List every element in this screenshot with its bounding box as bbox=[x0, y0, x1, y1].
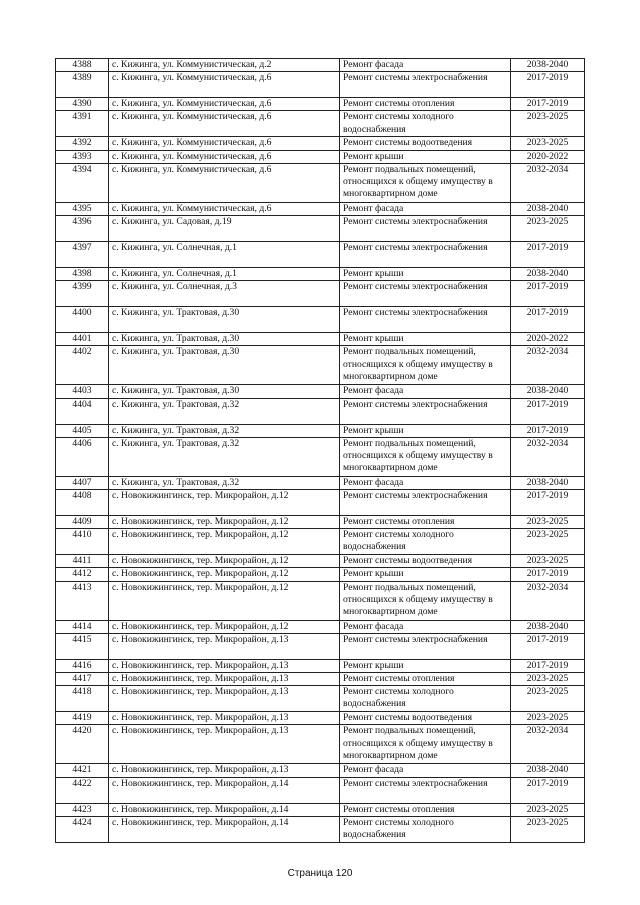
table-row bbox=[56, 437, 585, 476]
row-work-type: Ремонт системы электроснабжения bbox=[340, 398, 511, 424]
row-period: 2017-2019 bbox=[511, 777, 585, 803]
row-number: 4420 bbox=[56, 725, 109, 764]
row-work-type: Ремонт крыши bbox=[340, 568, 511, 581]
row-number: 4396 bbox=[56, 216, 109, 242]
row-address: с. Новокижингинск, тер. Микрорайон, д.14 bbox=[109, 777, 340, 803]
row-period: 2023-2025 bbox=[511, 516, 585, 529]
row-period: 2017-2019 bbox=[511, 424, 585, 437]
row-work-type: Ремонт системы водоотведения bbox=[340, 555, 511, 568]
row-number: 4390 bbox=[56, 98, 109, 111]
row-address: с. Новокижингинск, тер. Микрорайон, д.12 bbox=[109, 581, 340, 620]
row-period: 2023-2025 bbox=[511, 529, 585, 555]
row-address: с. Кижинга, ул. Коммунистическая, д.6 bbox=[109, 111, 340, 137]
row-address: с. Кижинга, ул. Трактовая, д.32 bbox=[109, 398, 340, 424]
row-period: 2023-2025 bbox=[511, 816, 585, 842]
table-row bbox=[56, 803, 585, 816]
table-row bbox=[56, 529, 585, 555]
table-row bbox=[56, 555, 585, 568]
row-work-type: Ремонт фасада bbox=[340, 476, 511, 489]
row-work-type: Ремонт системы электроснабжения bbox=[340, 490, 511, 516]
row-number: 4413 bbox=[56, 581, 109, 620]
row-work-type: Ремонт системы водоотведения bbox=[340, 137, 511, 150]
table-row bbox=[56, 712, 585, 725]
table-row bbox=[56, 268, 585, 281]
row-work-type: Ремонт подвальных помещений, относящихся к общему имуществу в многоквартирном доме bbox=[340, 581, 511, 620]
row-address: с. Новокижингинск, тер. Микрорайон, д.14 bbox=[109, 803, 340, 816]
row-work-type: Ремонт фасада bbox=[340, 202, 511, 215]
row-address: с. Кижинга, ул. Солнечная, д.3 bbox=[109, 281, 340, 307]
row-work-type: Ремонт фасада bbox=[340, 764, 511, 777]
row-address: с. Новокижингинск, тер. Микрорайон, д.12 bbox=[109, 516, 340, 529]
capital-repair-table bbox=[55, 58, 585, 843]
row-number: 4411 bbox=[56, 555, 109, 568]
table-row bbox=[56, 764, 585, 777]
row-work-type: Ремонт фасада bbox=[340, 59, 511, 72]
row-number: 4400 bbox=[56, 307, 109, 333]
row-address: с. Кижинга, ул. Коммунистическая, д.6 bbox=[109, 163, 340, 202]
row-address: с. Новокижингинск, тер. Микрорайон, д.12 bbox=[109, 490, 340, 516]
row-address: с. Кижинга, ул. Трактовая, д.32 bbox=[109, 424, 340, 437]
table-row bbox=[56, 346, 585, 385]
table-row bbox=[56, 398, 585, 424]
row-number: 4415 bbox=[56, 633, 109, 659]
table-row bbox=[56, 242, 585, 268]
row-period: 2017-2019 bbox=[511, 659, 585, 672]
row-period: 2017-2019 bbox=[511, 307, 585, 333]
row-number: 4408 bbox=[56, 490, 109, 516]
row-period: 2038-2040 bbox=[511, 59, 585, 72]
row-work-type: Ремонт подвальных помещений, относящихся к общему имуществу в многоквартирном доме bbox=[340, 437, 511, 476]
row-number: 4418 bbox=[56, 686, 109, 712]
row-work-type: Ремонт системы отопления bbox=[340, 516, 511, 529]
row-address: с. Новокижингинск, тер. Микрорайон, д.12 bbox=[109, 555, 340, 568]
row-address: с. Кижинга, ул. Трактовая, д.30 bbox=[109, 333, 340, 346]
row-number: 4405 bbox=[56, 424, 109, 437]
table-row bbox=[56, 568, 585, 581]
row-address: с. Кижинга, ул. Коммунистическая, д.6 bbox=[109, 98, 340, 111]
row-number: 4403 bbox=[56, 385, 109, 398]
row-period: 2032-2034 bbox=[511, 581, 585, 620]
row-period: 2032-2034 bbox=[511, 725, 585, 764]
row-period: 2023-2025 bbox=[511, 111, 585, 137]
row-address: с. Новокижингинск, тер. Микрорайон, д.13 bbox=[109, 712, 340, 725]
row-number: 4397 bbox=[56, 242, 109, 268]
row-number: 4422 bbox=[56, 777, 109, 803]
row-address: с. Кижинга, ул. Коммунистическая, д.6 bbox=[109, 72, 340, 98]
row-number: 4399 bbox=[56, 281, 109, 307]
row-address: с. Новокижингинск, тер. Микрорайон, д.13 bbox=[109, 659, 340, 672]
table-row bbox=[56, 59, 585, 72]
row-period: 2017-2019 bbox=[511, 398, 585, 424]
row-period: 2038-2040 bbox=[511, 268, 585, 281]
row-address: с. Новокижингинск, тер. Микрорайон, д.13 bbox=[109, 633, 340, 659]
table-row bbox=[56, 72, 585, 98]
row-period: 2038-2040 bbox=[511, 620, 585, 633]
table-row bbox=[56, 725, 585, 764]
page-number: Страница 120 bbox=[287, 868, 353, 879]
row-address: с. Новокижингинск, тер. Микрорайон, д.12 bbox=[109, 620, 340, 633]
row-address: с. Кижинга, ул. Солнечная, д.1 bbox=[109, 268, 340, 281]
row-address: с. Новокижингинск, тер. Микрорайон, д.13 bbox=[109, 764, 340, 777]
row-number: 4391 bbox=[56, 111, 109, 137]
row-period: 2023-2025 bbox=[511, 712, 585, 725]
table-body bbox=[56, 59, 585, 843]
row-number: 4421 bbox=[56, 764, 109, 777]
row-address: с. Кижинга, ул. Трактовая, д.32 bbox=[109, 476, 340, 489]
row-address: с. Кижинга, ул. Трактовая, д.30 bbox=[109, 385, 340, 398]
row-work-type: Ремонт фасада bbox=[340, 385, 511, 398]
table-row bbox=[56, 633, 585, 659]
row-address: с. Кижинга, ул. Коммунистическая, д.6 bbox=[109, 202, 340, 215]
row-work-type: Ремонт системы холодного водоснабжения bbox=[340, 111, 511, 137]
row-work-type: Ремонт системы электроснабжения bbox=[340, 72, 511, 98]
row-work-type: Ремонт системы отопления bbox=[340, 803, 511, 816]
table-row bbox=[56, 385, 585, 398]
table-row bbox=[56, 659, 585, 672]
row-period: 2023-2025 bbox=[511, 803, 585, 816]
row-period: 2017-2019 bbox=[511, 568, 585, 581]
row-address: с. Кижинга, ул. Трактовая, д.30 bbox=[109, 307, 340, 333]
row-number: 4398 bbox=[56, 268, 109, 281]
row-number: 4419 bbox=[56, 712, 109, 725]
row-work-type: Ремонт крыши bbox=[340, 333, 511, 346]
row-period: 2023-2025 bbox=[511, 555, 585, 568]
table-row bbox=[56, 111, 585, 137]
row-period: 2017-2019 bbox=[511, 281, 585, 307]
table-row bbox=[56, 816, 585, 842]
row-number: 4392 bbox=[56, 137, 109, 150]
row-address: с. Кижинга, ул. Коммунистическая, д.6 bbox=[109, 137, 340, 150]
table-row bbox=[56, 137, 585, 150]
row-number: 4417 bbox=[56, 673, 109, 686]
row-period: 2023-2025 bbox=[511, 216, 585, 242]
row-number: 4424 bbox=[56, 816, 109, 842]
row-work-type: Ремонт крыши bbox=[340, 659, 511, 672]
row-address: с. Новокижингинск, тер. Микрорайон, д.13 bbox=[109, 725, 340, 764]
row-period: 2017-2019 bbox=[511, 490, 585, 516]
row-work-type: Ремонт фасада bbox=[340, 620, 511, 633]
row-work-type: Ремонт системы электроснабжения bbox=[340, 242, 511, 268]
row-period: 2038-2040 bbox=[511, 764, 585, 777]
table-row bbox=[56, 686, 585, 712]
table-row bbox=[56, 281, 585, 307]
row-period: 2020-2022 bbox=[511, 150, 585, 163]
row-address: с. Кижинга, ул. Трактовая, д.30 bbox=[109, 346, 340, 385]
row-work-type: Ремонт подвальных помещений, относящихся к общему имуществу в многоквартирном доме bbox=[340, 346, 511, 385]
row-address: с. Кижинга, ул. Трактовая, д.32 bbox=[109, 437, 340, 476]
row-period: 2017-2019 bbox=[511, 633, 585, 659]
row-period: 2017-2019 bbox=[511, 242, 585, 268]
row-number: 4409 bbox=[56, 516, 109, 529]
row-address: с. Кижинга, ул. Коммунистическая, д.6 bbox=[109, 150, 340, 163]
table-row bbox=[56, 424, 585, 437]
row-number: 4406 bbox=[56, 437, 109, 476]
row-work-type: Ремонт системы холодного водоснабжения bbox=[340, 686, 511, 712]
row-work-type: Ремонт подвальных помещений, относящихся к общему имуществу в многоквартирном доме bbox=[340, 725, 511, 764]
table-row bbox=[56, 490, 585, 516]
row-work-type: Ремонт системы электроснабжения bbox=[340, 633, 511, 659]
table-row bbox=[56, 620, 585, 633]
row-address: с. Новокижингинск, тер. Микрорайон, д.13 bbox=[109, 673, 340, 686]
row-work-type: Ремонт системы электроснабжения bbox=[340, 216, 511, 242]
row-number: 4416 bbox=[56, 659, 109, 672]
row-number: 4388 bbox=[56, 59, 109, 72]
row-address: с. Новокижингинск, тер. Микрорайон, д.12 bbox=[109, 529, 340, 555]
row-period: 2038-2040 bbox=[511, 202, 585, 215]
row-address: с. Кижинга, ул. Коммунистическая, д.2 bbox=[109, 59, 340, 72]
table-row bbox=[56, 163, 585, 202]
row-period: 2032-2034 bbox=[511, 437, 585, 476]
row-work-type: Ремонт системы холодного водоснабжения bbox=[340, 529, 511, 555]
row-work-type: Ремонт системы отопления bbox=[340, 673, 511, 686]
row-number: 4401 bbox=[56, 333, 109, 346]
row-period: 2023-2025 bbox=[511, 686, 585, 712]
row-number: 4389 bbox=[56, 72, 109, 98]
row-number: 4393 bbox=[56, 150, 109, 163]
row-address: с. Новокижингинск, тер. Микрорайон, д.13 bbox=[109, 686, 340, 712]
row-work-type: Ремонт крыши bbox=[340, 424, 511, 437]
row-work-type: Ремонт подвальных помещений, относящихся к общему имуществу в многоквартирном доме bbox=[340, 163, 511, 202]
row-period: 2038-2040 bbox=[511, 385, 585, 398]
table-row bbox=[56, 307, 585, 333]
table-row bbox=[56, 581, 585, 620]
row-work-type: Ремонт системы электроснабжения bbox=[340, 281, 511, 307]
table-row bbox=[56, 516, 585, 529]
row-work-type: Ремонт системы электроснабжения bbox=[340, 777, 511, 803]
row-work-type: Ремонт системы электроснабжения bbox=[340, 307, 511, 333]
table-row bbox=[56, 216, 585, 242]
row-number: 4404 bbox=[56, 398, 109, 424]
row-number: 4410 bbox=[56, 529, 109, 555]
row-work-type: Ремонт системы отопления bbox=[340, 98, 511, 111]
table-row bbox=[56, 150, 585, 163]
row-work-type: Ремонт крыши bbox=[340, 150, 511, 163]
row-number: 4423 bbox=[56, 803, 109, 816]
table-row bbox=[56, 673, 585, 686]
row-period: 2017-2019 bbox=[511, 98, 585, 111]
row-work-type: Ремонт системы водоотведения bbox=[340, 712, 511, 725]
row-number: 4402 bbox=[56, 346, 109, 385]
row-period: 2023-2025 bbox=[511, 673, 585, 686]
table-row bbox=[56, 202, 585, 215]
row-period: 2023-2025 bbox=[511, 137, 585, 150]
row-address: с. Кижинга, ул. Садовая, д.19 bbox=[109, 216, 340, 242]
row-period: 2032-2034 bbox=[511, 346, 585, 385]
row-number: 4414 bbox=[56, 620, 109, 633]
row-number: 4394 bbox=[56, 163, 109, 202]
row-address: с. Новокижингинск, тер. Микрорайон, д.14 bbox=[109, 816, 340, 842]
table-row bbox=[56, 98, 585, 111]
row-period: 2038-2040 bbox=[511, 476, 585, 489]
row-period: 2017-2019 bbox=[511, 72, 585, 98]
row-period: 2020-2022 bbox=[511, 333, 585, 346]
row-work-type: Ремонт системы холодного водоснабжения bbox=[340, 816, 511, 842]
row-number: 4407 bbox=[56, 476, 109, 489]
row-work-type: Ремонт крыши bbox=[340, 268, 511, 281]
row-number: 4395 bbox=[56, 202, 109, 215]
row-number: 4412 bbox=[56, 568, 109, 581]
table-row bbox=[56, 333, 585, 346]
table-row bbox=[56, 777, 585, 803]
row-address: с. Новокижингинск, тер. Микрорайон, д.12 bbox=[109, 568, 340, 581]
row-period: 2032-2034 bbox=[511, 163, 585, 202]
row-address: с. Кижинга, ул. Солнечная, д.1 bbox=[109, 242, 340, 268]
table-row bbox=[56, 476, 585, 489]
